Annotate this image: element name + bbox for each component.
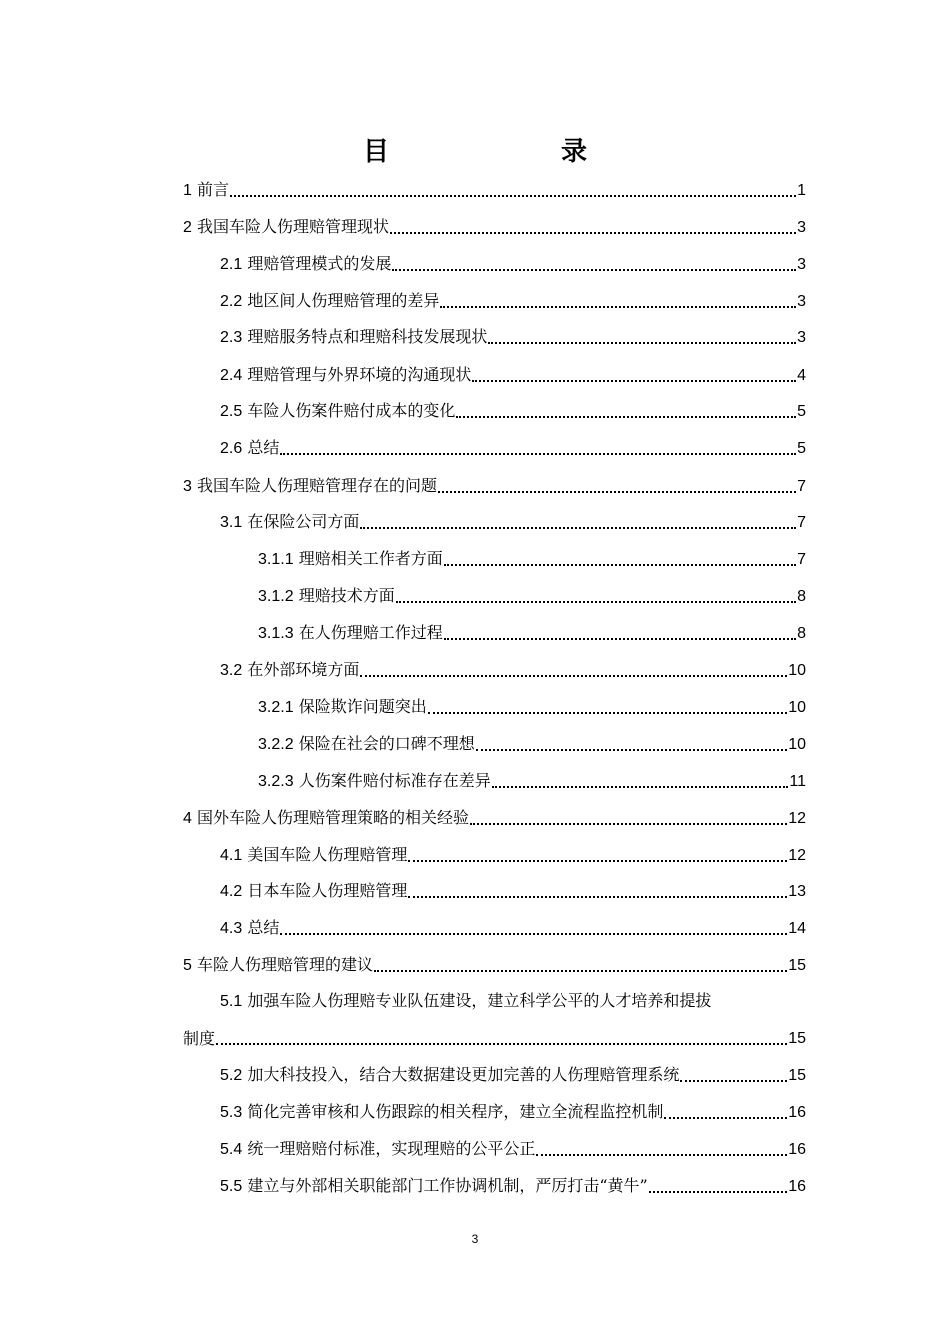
page-number: 13	[788, 883, 806, 900]
page-number: 10	[788, 736, 806, 753]
page-number: 12	[788, 810, 806, 827]
toc-entry[interactable]: 5.3 简化完善审核和人伤跟踪的相关程序，建立全流程监控机制 16	[220, 1098, 806, 1124]
toc-entry[interactable]: 5.5 建立与外部相关职能部门工作协调机制，严厉打击“黄牛” 16	[220, 1172, 806, 1198]
dot-leader	[444, 564, 796, 566]
page-number: 16	[788, 1178, 806, 1195]
page-number: 15	[788, 957, 806, 974]
toc-entry[interactable]: 5.4 统一理赔赔付标准，实现理赔的公平公正 16	[220, 1135, 806, 1161]
page-number: 10	[788, 662, 806, 679]
dot-leader	[230, 195, 796, 197]
dot-leader	[408, 896, 787, 898]
page-number: 7	[797, 514, 806, 531]
page-number: 3	[797, 256, 806, 273]
dot-leader	[456, 416, 796, 418]
toc-entry[interactable]: 2 我国车险人伤理赔管理现状 3	[183, 213, 806, 239]
dot-leader	[649, 1191, 787, 1193]
page-number: 3	[797, 293, 806, 310]
dot-leader	[374, 970, 787, 972]
dot-leader	[428, 712, 788, 714]
dot-leader	[470, 823, 787, 825]
page-number: 3	[797, 219, 806, 236]
page-number: 5	[797, 403, 806, 420]
dot-leader	[360, 675, 787, 677]
page-number: 1	[797, 182, 806, 199]
dot-leader	[396, 601, 796, 603]
toc-entry[interactable]: 3.2.2 保险在社会的口碑不理想 10	[258, 730, 806, 756]
page-number: 15	[788, 1030, 806, 1047]
toc-entry[interactable]: 2.3 理赔服务特点和理赔科技发展现状 3	[220, 323, 806, 349]
toc-entry[interactable]: 3.1.1 理赔相关工作者方面 7	[258, 545, 806, 571]
dot-leader	[390, 232, 796, 234]
dot-leader	[392, 269, 796, 271]
toc-entry[interactable]: 3.2.1 保险欺诈问题突出 10	[258, 693, 806, 719]
toc-entry[interactable]: 3 我国车险人伤理赔管理存在的问题 7	[183, 472, 806, 498]
page-number: 16	[788, 1104, 806, 1121]
dot-leader	[492, 786, 789, 788]
page-number: 14	[788, 920, 806, 937]
toc-entry[interactable]: 2.4 理赔管理与外界环境的沟通现状 4	[220, 361, 806, 387]
toc-entry[interactable]: 5.2 加大科技投入，结合大数据建设更加完善的人伤理赔管理系统 15	[220, 1061, 806, 1087]
dot-leader	[438, 491, 796, 493]
dot-leader	[360, 527, 796, 529]
page-title: 目 录	[362, 137, 627, 167]
toc-entry[interactable]: 5 车险人伤理赔管理的建议 15	[183, 951, 806, 977]
dot-leader	[680, 1080, 787, 1082]
dot-leader	[408, 860, 787, 862]
toc-entry[interactable]: 3.2.3 人伤案件赔付标准存在差异 11	[258, 767, 806, 793]
page-number: 7	[797, 478, 806, 495]
page-number: 11	[789, 773, 806, 790]
toc-entry[interactable]: 4.3 总结 14	[220, 914, 806, 940]
toc-entry[interactable]: 2.6 总结 5	[220, 434, 806, 460]
toc-entry[interactable]: 2.2 地区间人伤理赔管理的差异 3	[220, 287, 806, 313]
toc-entry[interactable]: 3.1.2 理赔技术方面 8	[258, 582, 806, 608]
toc-entry[interactable]: 3.1 在保险公司方面 7	[220, 508, 806, 534]
dot-leader	[280, 933, 787, 935]
toc-entry[interactable]: 4.2 日本车险人伤理赔管理 13	[220, 877, 806, 903]
dot-leader	[216, 1043, 787, 1045]
dot-leader	[536, 1154, 787, 1156]
dot-leader	[444, 638, 796, 640]
toc-entry[interactable]: 4 国外车险人伤理赔管理策略的相关经验 12	[183, 804, 806, 830]
toc-entry[interactable]: 3.2 在外部环境方面 10	[220, 656, 806, 682]
footer-page-number: 3	[471, 1232, 479, 1246]
page-number: 10	[788, 699, 806, 716]
dot-leader	[280, 453, 796, 455]
dot-leader	[664, 1117, 787, 1119]
page-number: 4	[797, 367, 806, 384]
dot-leader	[488, 342, 796, 344]
page-number: 15	[788, 1067, 806, 1084]
page-number: 5	[797, 440, 806, 457]
dot-leader	[440, 306, 796, 308]
toc-entry[interactable]: 1 前言 1	[183, 176, 806, 202]
page-number: 3	[797, 329, 806, 346]
toc-entry[interactable]: 4.1 美国车险人伤理赔管理 12	[220, 841, 806, 867]
page-number: 12	[788, 847, 806, 864]
dot-leader	[476, 749, 788, 751]
toc-entry[interactable]: 2.5 车险人伤案件赔付成本的变化 5	[220, 397, 806, 423]
page-number: 16	[788, 1141, 806, 1158]
page-number: 8	[797, 625, 806, 642]
toc-entry[interactable]: 2.1 理赔管理模式的发展 3	[220, 250, 806, 276]
dot-leader	[472, 380, 796, 382]
toc-entry-continuation[interactable]: 制度 15	[183, 1029, 806, 1048]
toc-entry[interactable]: 3.1.3 在人伤理赔工作过程 8	[258, 619, 806, 645]
toc-entry-first-line[interactable]: 5.1 加强车险人伤理赔专业队伍建设，建立科学公平的人才培养和提拔	[220, 991, 712, 1010]
page-number: 7	[797, 551, 806, 568]
page-number: 8	[797, 588, 806, 605]
